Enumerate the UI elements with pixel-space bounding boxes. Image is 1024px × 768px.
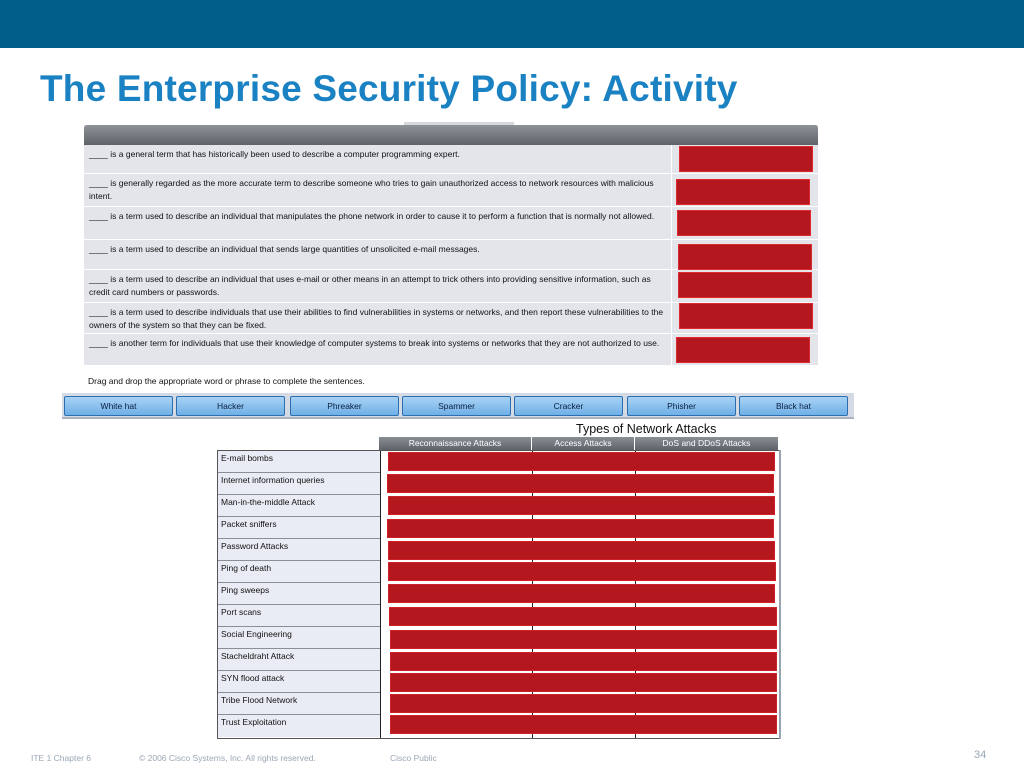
attack-row	[218, 495, 380, 517]
word-option-spammer[interactable]: Spammer	[402, 396, 511, 416]
attack-label: Internet information queries	[221, 475, 325, 485]
question-text: ____ is a term used to describe an individual that sends large quantities of unsolicited e-mail messages.	[89, 244, 480, 254]
row-divider	[671, 174, 672, 206]
word-option-hacker[interactable]: Hacker	[176, 396, 285, 416]
answer-drop-zone[interactable]	[679, 303, 813, 329]
row-divider	[671, 207, 672, 239]
attack-row	[218, 561, 380, 583]
word-bank	[62, 393, 854, 419]
word-option-black-hat[interactable]: Black hat	[739, 396, 848, 416]
attack-label: Social Engineering	[221, 629, 292, 639]
attack-row	[218, 539, 380, 561]
row-divider	[671, 303, 672, 333]
attack-label: Stacheldraht Attack	[221, 651, 295, 661]
question-row	[84, 303, 818, 334]
attack-drop-zone[interactable]	[388, 562, 776, 581]
attack-row	[218, 671, 380, 693]
attack-drop-zone[interactable]	[390, 673, 777, 692]
drag-drop-instructions: Drag and drop the appropriate word or phrase to complete the sentences.	[88, 376, 365, 386]
attack-label: Man-in-the-middle Attack	[221, 497, 316, 507]
attack-drop-zone[interactable]	[388, 584, 775, 603]
answer-drop-zone[interactable]	[677, 210, 811, 236]
top-banner	[0, 0, 1024, 48]
answer-drop-zone[interactable]	[676, 179, 810, 205]
question-text: ____ is a general term that has historically been used to describe a computer programming expert.	[89, 149, 460, 159]
question-text: ____ is another term for individuals that use their knowledge of computer systems to break into systems or networks that they are not authorized to use.	[89, 338, 660, 348]
attack-types-title: Types of Network Attacks	[576, 422, 717, 436]
attack-label: E-mail bombs	[221, 453, 273, 463]
attack-row	[218, 583, 380, 605]
question-row	[84, 145, 818, 174]
attack-label: Tribe Flood Network	[221, 695, 298, 705]
row-divider	[671, 240, 672, 269]
question-row	[84, 334, 818, 365]
question-row	[84, 207, 818, 240]
attack-row	[218, 649, 380, 671]
attack-drop-zone[interactable]	[390, 630, 777, 649]
attack-row	[218, 627, 380, 649]
word-option-phreaker[interactable]: Phreaker	[290, 396, 399, 416]
attack-classification-table	[217, 450, 780, 739]
question-text: ____ is a term used to describe an individual that manipulates the phone network in order to cause it to perform a function that is normally not allowed.	[89, 211, 655, 221]
question-row	[84, 174, 818, 207]
answer-drop-zone[interactable]	[676, 337, 810, 363]
attack-label: Ping of death	[221, 563, 272, 573]
attack-drop-zone[interactable]	[387, 474, 774, 493]
question-text: ____ is a term used to describe an individual that uses e-mail or other means in an attempt to trick others into providing sensitive information, such as credit card numbers or passwords.	[89, 274, 651, 297]
column-divider	[380, 451, 381, 738]
question-row	[84, 240, 818, 270]
word-option-cracker[interactable]: Cracker	[514, 396, 623, 416]
attack-drop-zone[interactable]	[387, 519, 774, 538]
attack-label: Trust Exploitation	[221, 717, 287, 727]
attack-drop-zone[interactable]	[390, 715, 777, 734]
question-text: ____ is generally regarded as the more accurate term to describe someone who tries to gain unauthorized access to network resources with malicious intent.	[89, 178, 654, 201]
attack-row	[218, 451, 380, 473]
column-header-reconnaissance: Reconnaissance Attacks	[379, 437, 531, 450]
page-number: 34	[974, 749, 987, 761]
attack-row	[218, 517, 380, 539]
word-option-phisher[interactable]: Phisher	[627, 396, 736, 416]
footer-course: ITE 1 Chapter 6	[31, 753, 92, 763]
attack-drop-zone[interactable]	[389, 607, 777, 626]
attack-row	[218, 693, 380, 715]
attack-drop-zone[interactable]	[388, 541, 775, 560]
attack-label: Ping sweeps	[221, 585, 270, 595]
question-row	[84, 270, 818, 303]
answer-drop-zone[interactable]	[678, 272, 812, 298]
attack-row	[218, 605, 380, 627]
column-header-dos: DoS and DDoS Attacks	[635, 437, 778, 450]
attack-label: Password Attacks	[221, 541, 289, 551]
attack-drop-zone[interactable]	[390, 652, 777, 671]
attack-row	[218, 473, 380, 495]
attack-drop-zone[interactable]	[390, 694, 777, 713]
question-text: ____ is a term used to describe individuals that use their abilities to find vulnerabilities in systems or networks, and then report these vulnerabilities to the owners of the system so that they can be fixed.	[89, 307, 664, 330]
attack-row	[218, 715, 380, 737]
footer-classification: Cisco Public	[390, 753, 437, 763]
slide-title: The Enterprise Security Policy: Activity	[40, 68, 738, 109]
attack-label: Packet sniffers	[221, 519, 277, 529]
column-header-access: Access Attacks	[532, 437, 634, 450]
attack-label: SYN flood attack	[221, 673, 285, 683]
answer-drop-zone[interactable]	[678, 244, 812, 270]
answer-drop-zone[interactable]	[679, 146, 813, 172]
table-edge-shadow	[779, 450, 781, 739]
sentence-activity-panel	[84, 125, 818, 365]
footer-copyright: © 2006 Cisco Systems, Inc. All rights reserved.	[139, 753, 316, 763]
sentence-activity-header	[84, 125, 818, 145]
attack-label: Port scans	[221, 607, 262, 617]
row-divider	[671, 334, 672, 365]
attack-drop-zone[interactable]	[388, 452, 775, 471]
row-divider	[671, 145, 672, 173]
row-divider	[671, 270, 672, 302]
attack-drop-zone[interactable]	[388, 496, 775, 515]
word-option-white-hat[interactable]: White hat	[64, 396, 173, 416]
